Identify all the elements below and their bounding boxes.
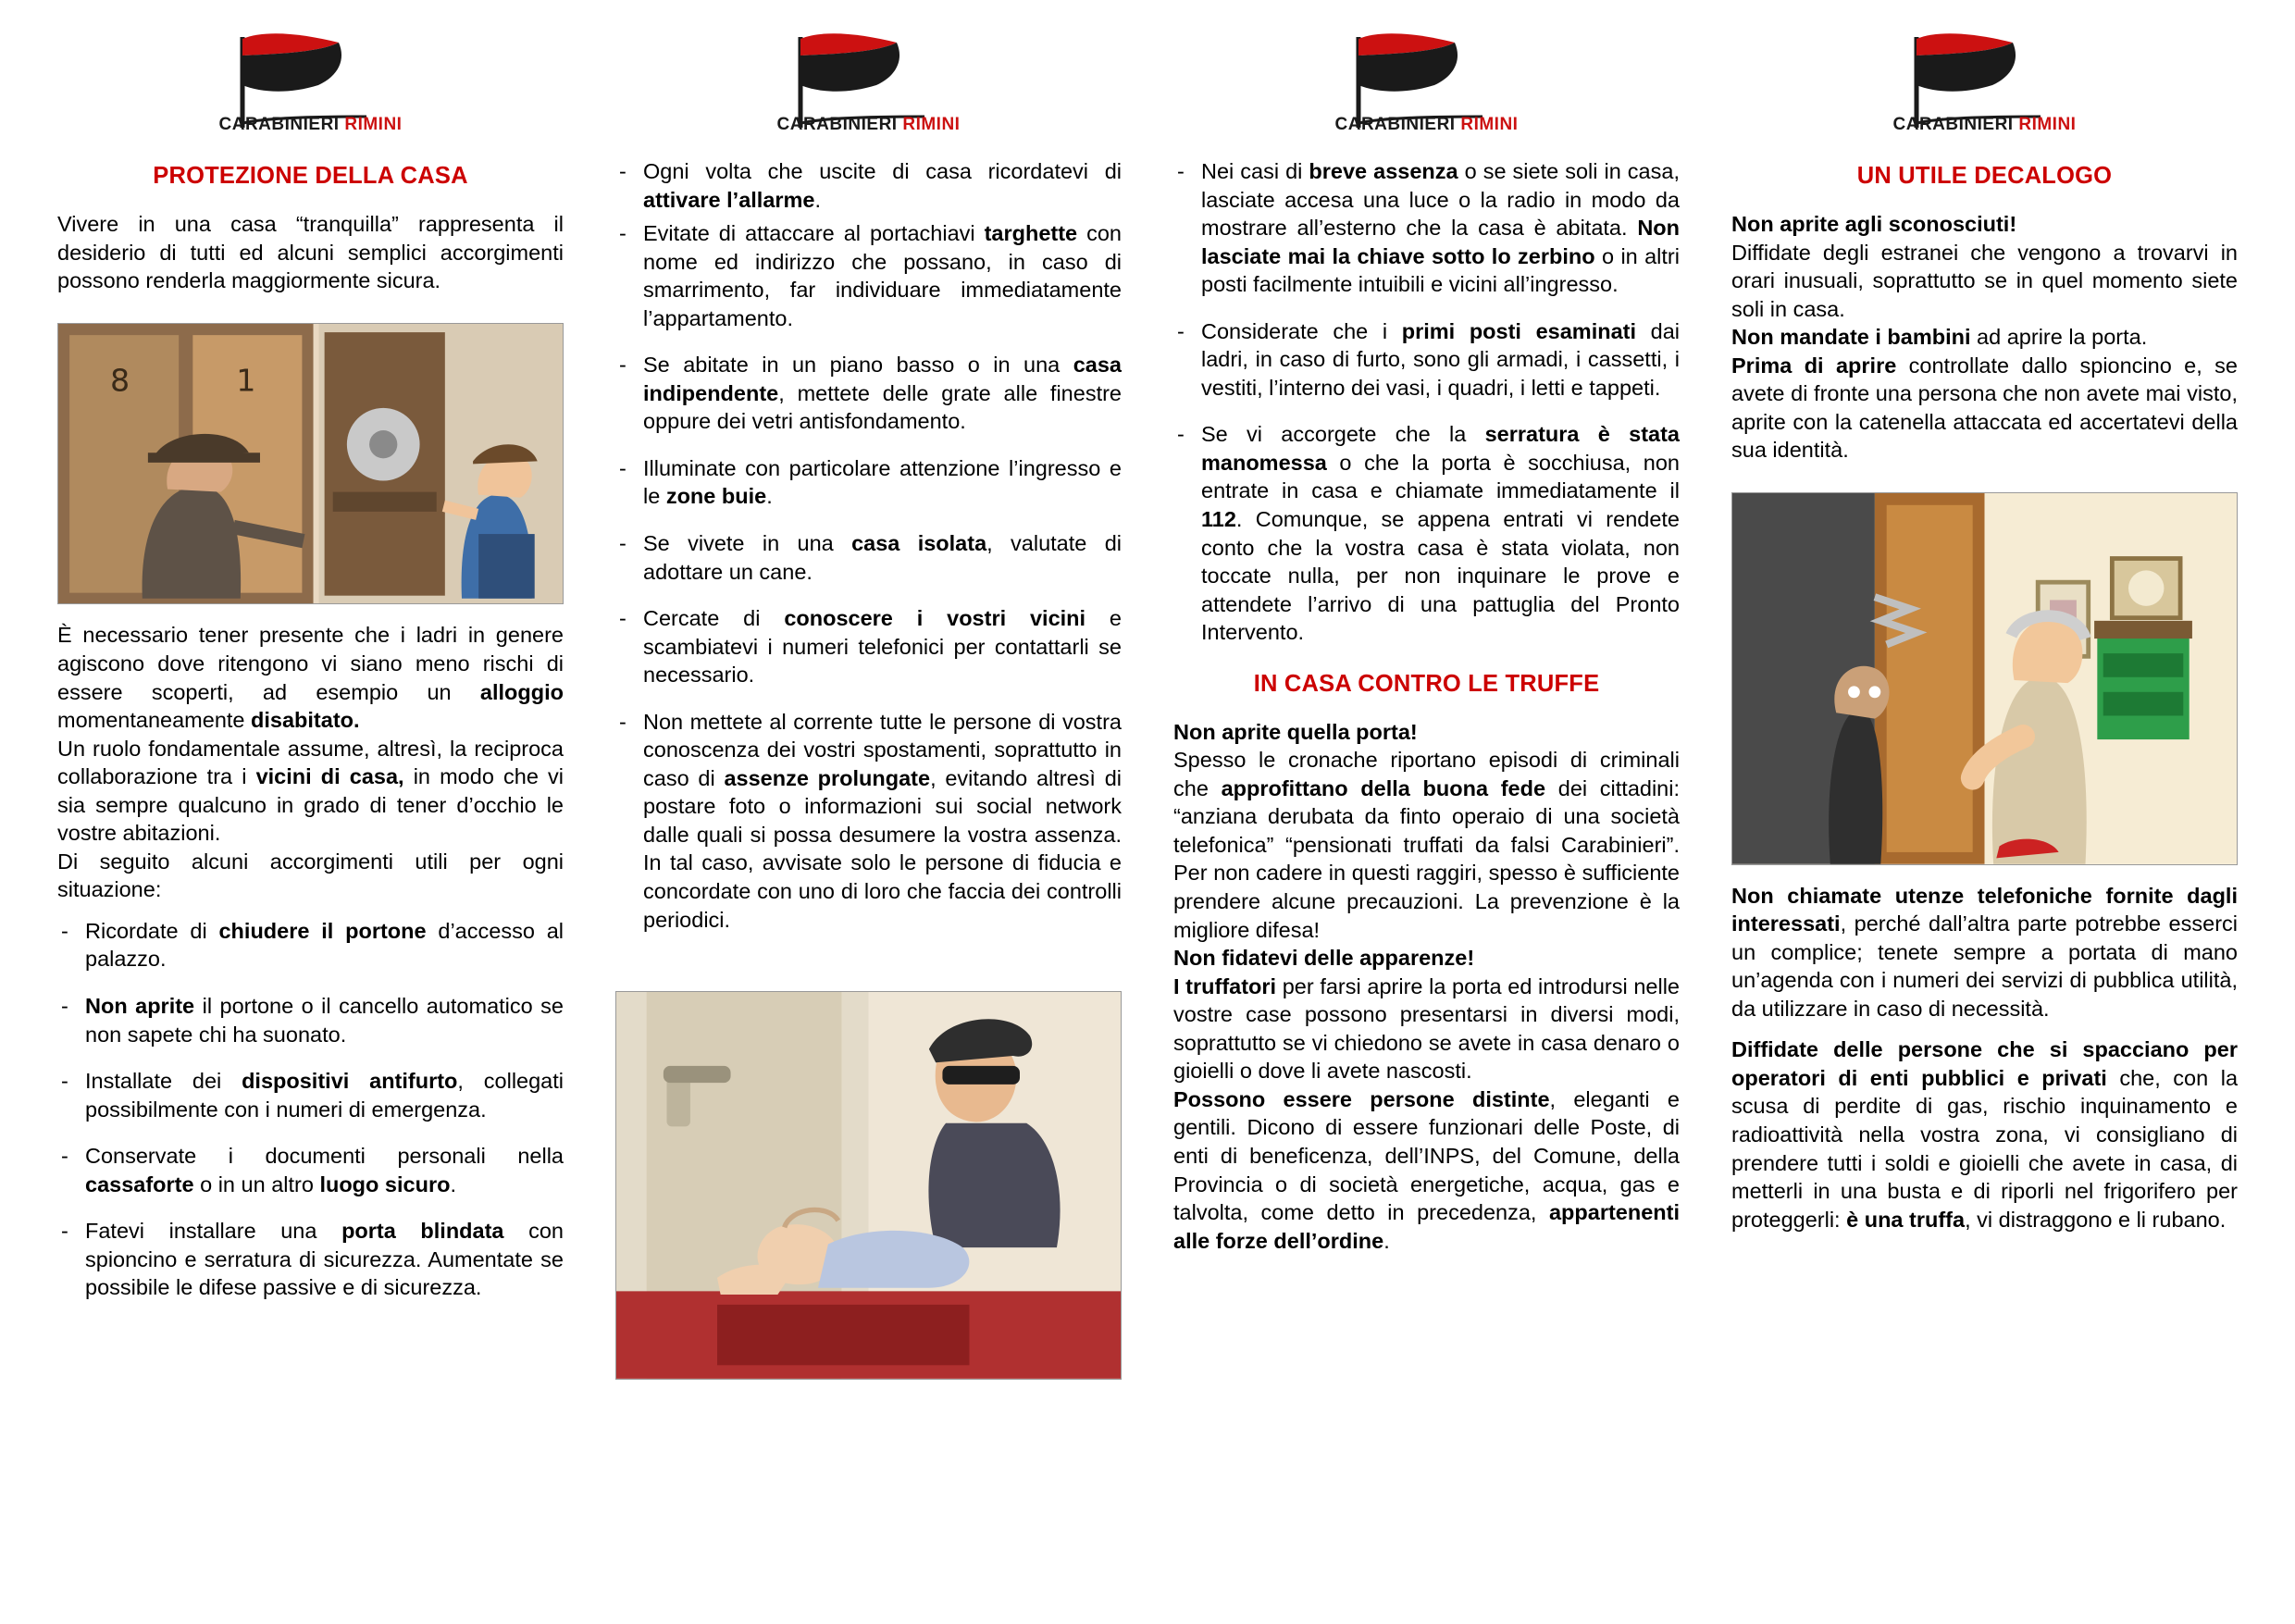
svg-text:1: 1 bbox=[236, 362, 256, 399]
logo-city: RIMINI bbox=[1460, 115, 1519, 134]
illustration-thief-peeking bbox=[615, 991, 1122, 1380]
list-item: - Evitate di attaccare al portachiavi targhette con nome ed indirizzo che possano, in caso di smarrimento, far individuare immediatamente l’appartamento. bbox=[615, 219, 1122, 332]
logo-header-1 bbox=[57, 17, 564, 157]
logo-name: CARABINIERI bbox=[218, 115, 340, 134]
spacer bbox=[615, 952, 1122, 976]
svg-text:8: 8 bbox=[110, 362, 130, 399]
col4-paragraph-1: Diffidate degli estranei che vengono a trovarvi in orari inusuali, soprattutto se in quel momento siete soli in casa. bbox=[1731, 240, 2238, 321]
col4-subheading-1: Non aprite agli sconosciuti! bbox=[1731, 212, 2017, 236]
logo-name: CARABINIERI bbox=[1334, 115, 1456, 134]
col4-paragraph-3: Prima di aprire controllate dallo spioncino e, se avete di fronte una persona che non avete mai visto, aprite con la catenella attaccata ed accertatevi della sua identità. bbox=[1731, 353, 2238, 463]
list-item: - Non aprite il portone o il cancello automatico se non sapete chi ha suonato. bbox=[57, 992, 564, 1048]
logo-header-2 bbox=[615, 17, 1122, 157]
col2-tips-list bbox=[615, 351, 1122, 952]
list-item: - Cercate di conoscere i vostri vicini e scambiatevi i numeri telefonici per contattarli se necessario. bbox=[615, 604, 1122, 689]
column-1 bbox=[31, 17, 589, 1615]
list-item: - Ricordate di chiudere il portone d’accesso al palazzo. bbox=[57, 917, 564, 973]
logo-name: CARABINIERI bbox=[776, 115, 898, 134]
section-title-decalogo: UN UTILE DECALOGO bbox=[1856, 163, 2113, 189]
carabinieri-flag-logo bbox=[758, 28, 980, 137]
logo-header-4 bbox=[1731, 17, 2238, 157]
col3-subheading-1: Non aprite quella porta! bbox=[1173, 719, 1418, 744]
logo-city: RIMINI bbox=[902, 115, 961, 134]
list-item: - Fatevi installare una porta blindata con spioncino e serratura di sicurezza. Aumentate se possibile le difese passive e di sicurezza. bbox=[57, 1217, 564, 1302]
col4-paragraph-4: Non chiamate utenze telefoniche fornite dagli interessati, perché dall’altra parte potrebbe esserci un complice; tenete sempre a portata di mano un’agenda con i numeri dei servizi di pubblica utilità, da utilizzare in caso di necessità. bbox=[1731, 883, 2238, 1021]
list-item: - Considerate che i primi posti esaminati dai ladri, in caso di furto, sono gli armadi, i cassetti, i vestiti, l’interno dei vasi, i quadri, i letti e tappeti. bbox=[1173, 317, 1680, 403]
thief-door-illustration-icon bbox=[58, 324, 563, 604]
door-chain-illustration-icon bbox=[1732, 493, 2237, 864]
list-item: - Non mettete al corrente tutte le persone di vostra conoscenza dei vostri spostamenti, soprattutto in caso di assenze prolungate, evitando altresì di postare foto o informazioni sui social network dalle quali si possa desumere la vostra assenza. In tal caso, avvisate solo le persone di fiducia e concordate con uno di loro che faccia dei controlli periodici. bbox=[615, 708, 1122, 934]
illustration-door-chain bbox=[1731, 492, 2238, 865]
col3-tips-list bbox=[1173, 157, 1680, 665]
logo-city: RIMINI bbox=[344, 115, 403, 134]
logo-city: RIMINI bbox=[2018, 115, 2077, 134]
carabinieri-flag-logo bbox=[200, 28, 422, 137]
list-item: - Installate dei dispositivi antifurto, collegati possibilmente con i numeri di emergenza. bbox=[57, 1067, 564, 1123]
list-item: - Se abitate in un piano basso o in una casa indipendente, mettete delle grate alle finestre oppure dei vetri antisfondamento. bbox=[615, 351, 1122, 436]
list-item: - Conservate i documenti personali nella cassaforte o in un altro luogo sicuro. bbox=[57, 1142, 564, 1198]
col4-paragraph-2: Non mandate i bambini ad aprire la porta. bbox=[1731, 325, 2148, 350]
logo-name: CARABINIERI bbox=[1892, 115, 2014, 134]
list-item: - Se vivete in una casa isolata, valutate di adottare un cane. bbox=[615, 529, 1122, 586]
illustration-thief-door bbox=[57, 323, 564, 605]
list-item: - Ogni volta che uscite di casa ricordatevi di attivare l’allarme. bbox=[615, 157, 1122, 214]
col2-tips-list-top bbox=[615, 157, 1122, 338]
list-item: - Se vi accorgete che la serratura è stata manomessa o che la porta è socchiusa, non entrate in casa e chiamate immediatamente il 112. Comunque, se appena entrati vi rendete conto che la vostra casa è stata violata, non toccate nulla, per non inquinare le prove e attendete l’arrivo di una pattuglia del Pronto Intervento. bbox=[1173, 420, 1680, 646]
carabinieri-flag-logo bbox=[1316, 28, 1538, 137]
col3-paragraph-1: Spesso le cronache riportano episodi di criminali che approfittano della buona fede dei cittadini: “anziana derubata da finto operaio di una società telefonica” “pensionati truffati da falsi Carabinieri”. Per non cadere in questi raggiri, spesso è sufficiente prendere alcune precauzioni. La prevenzione è la migliore difesa! bbox=[1173, 748, 1680, 942]
logo-caption bbox=[758, 115, 980, 135]
spacer bbox=[615, 338, 1122, 351]
col3-paragraph-2: I truffatori per farsi aprire la porta ed introdursi nelle vostre case possono presentarsi in diversi modi, soprattutto se vi chiedono se avete in casa denaro o gioielli o dove li avete nascosti. bbox=[1173, 973, 1680, 1084]
col1-tips-list bbox=[57, 917, 564, 1320]
column-3 bbox=[1148, 17, 1706, 1615]
section-title-truffe: IN CASA CONTRO LE TRUFFE bbox=[1253, 670, 1600, 697]
logo-caption bbox=[1874, 115, 2096, 135]
col3-subheading-2: Non fidatevi delle apparenze! bbox=[1173, 946, 1475, 971]
logo-caption bbox=[1316, 115, 1538, 135]
col3-paragraph-3: Possono essere persone distinte, eleganti e gentili. Dicono di essere funzionari delle Poste, di enti di beneficenza, dell’INPS, del Comune, della Provincia o di società energetiche, acqua, gas e talvolta, come detto in precedenza, appartenenti alle forze dell’ordine. bbox=[1173, 1086, 1680, 1253]
list-item: - Nei casi di breve assenza o se siete soli in casa, lasciate accesa una luce o la radio in modo da mostrare all’esterno che la casa è abitata. Non lasciate mai la chiave sotto lo zerbino o in altri posti facilmente intuibili e vicini all’ingresso. bbox=[1173, 157, 1680, 299]
col1-intro-paragraph: Vivere in una casa “tranquilla” rappresenta il desiderio di tutti ed alcuni semplici accorgimenti possono renderla maggiormente sicura. bbox=[57, 212, 564, 293]
col1-paragraph-4: Di seguito alcuni accorgimenti utili per ogni situazione: bbox=[57, 849, 564, 902]
section-title-protezione: PROTEZIONE DELLA CASA bbox=[153, 163, 468, 189]
column-2 bbox=[589, 17, 1148, 1615]
carabinieri-flag-logo bbox=[1874, 28, 2096, 137]
col1-paragraph-3: Un ruolo fondamentale assume, altresì, la reciproca collaborazione tra i vicini di casa, in modo che vi sia sempre qualcuno in grado di tener d’occhio le vostre abitazioni. bbox=[57, 736, 564, 846]
col1-paragraph-2: È necessario tener presente che i ladri in genere agiscono dove ritengono vi siano meno rischi di essere scoperti, ad esempio un alloggio momentaneamente disabitato. bbox=[57, 623, 564, 733]
logo-header-3 bbox=[1173, 17, 1680, 157]
list-item: - Illuminate con particolare attenzione l’ingresso e le zone buie. bbox=[615, 454, 1122, 511]
logo-caption bbox=[200, 115, 422, 135]
column-4 bbox=[1706, 17, 2264, 1615]
col4-paragraph-5: Diffidate delle persone che si spacciano per operatori di enti pubblici e privati che, con la scusa di perdite di gas, rischio inquinamento e radioattività nella vostra zona, vi consigliano di prendere tutti i soldi e gioielli che avete in casa, di metterli in una busta e di riporli nel frigorifero per proteggerli: è una truffa, vi distraggono e li rubano. bbox=[1731, 1037, 2239, 1232]
thief-peeking-illustration-icon bbox=[616, 992, 1121, 1379]
